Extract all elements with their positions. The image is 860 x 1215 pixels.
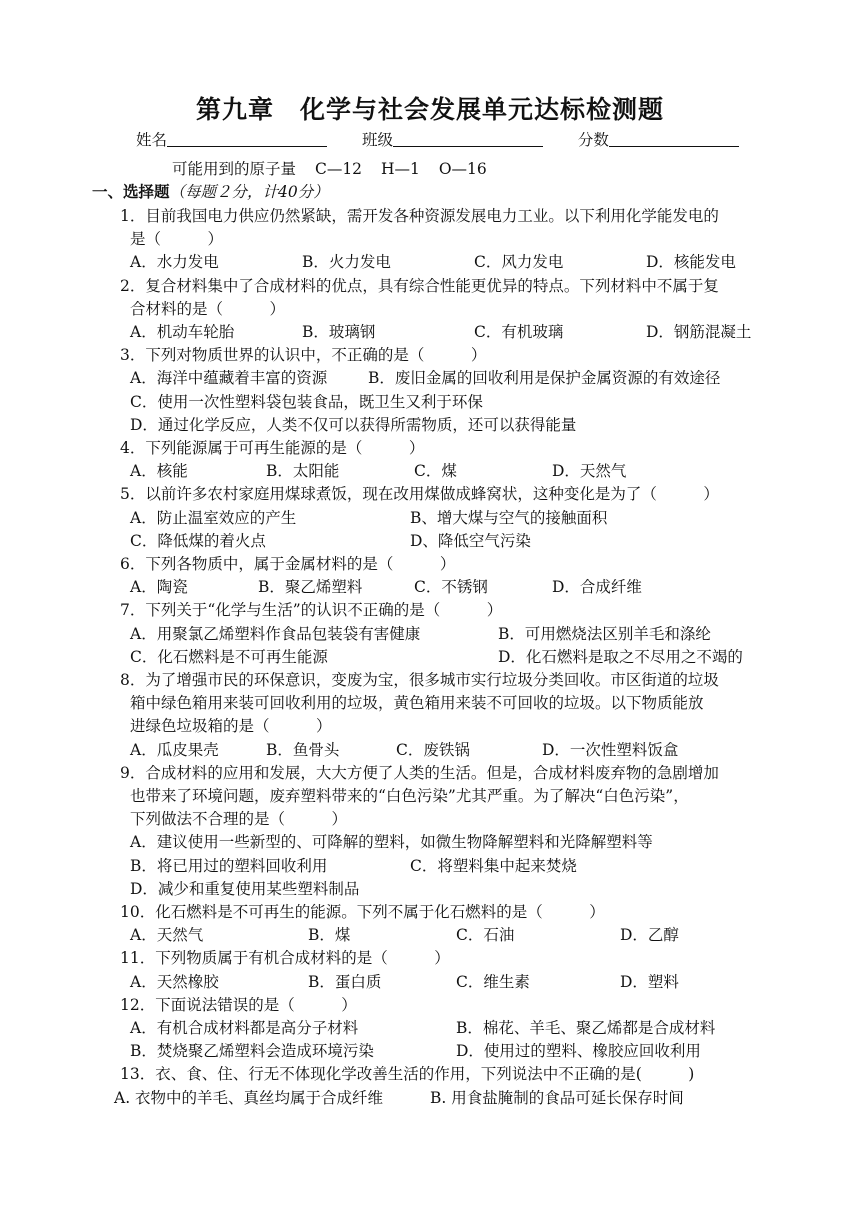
score-label: 分数 (577, 131, 609, 149)
answer-option: A．建议使用一些新型的、可降解的塑料，如微生物降解塑料和光降解塑料等 (130, 833, 653, 852)
class-blank (393, 130, 543, 147)
answer-option: A. 衣物中的羊毛、真丝均属于合成纤维 (114, 1088, 384, 1107)
answer-option: C．使用一次性塑料袋包装食品，既卫生又利于环保 (130, 392, 483, 411)
answer-option: B．聚乙烯塑料 (258, 578, 363, 597)
score-field (578, 128, 739, 150)
answer-option: B．废旧金属的回收利用是保护金属资源的有效途径 (368, 369, 721, 388)
answer-option: D、降低空气污染 (410, 531, 531, 550)
question-stem: 2．复合材料集中了合成材料的优点，具有综合性能更优异的特点。下列材料中不属于复 (120, 276, 719, 295)
answer-option: C．有机玻璃 (474, 323, 564, 341)
question-stem: 12．下面说法错误的是（ ） (120, 995, 357, 1014)
answer-option: C．不锈钢 (414, 578, 488, 597)
answer-option: A．陶瓷 (130, 578, 188, 597)
answer-option: D．使用过的塑料、橡胶应回收利用 (456, 1042, 701, 1061)
answer-option: D．合成纤维 (552, 578, 642, 597)
class-label: 班级 (361, 131, 393, 149)
answer-option: B．煤 (308, 926, 351, 945)
question-stem: 11．下列物质属于有机合成材料的是（ ） (120, 949, 450, 968)
question-stem-continued: 也带来了环境问题，废弃塑料带来的“白色污染”尤其严重。为了解决“白色污染”， (130, 787, 689, 805)
answer-option: A．机动车轮胎 (130, 323, 235, 341)
question-stem-continued: 下列做法不合理的是（ ） (130, 810, 348, 829)
answer-option: D．一次性塑料饭盒 (542, 740, 679, 759)
answer-option: A．用聚氯乙烯塑料作食品包装袋有害健康 (130, 624, 421, 643)
question-stem: 3．下列对物质世界的认识中，不正确的是（ ） (120, 346, 487, 365)
question-stem: 8．为了增强市民的环保意识，变废为宝，很多城市实行垃圾分类回收。市区街道的垃圾 (120, 671, 719, 689)
section-note: （每题２分，计40分） (169, 183, 329, 201)
answer-option: B. 用食盐腌制的食品可延长保存时间 (430, 1088, 684, 1107)
name-blank (167, 130, 327, 147)
atomic-mass-line (172, 157, 501, 179)
student-info-row (136, 128, 786, 150)
answer-option: C．煤 (414, 462, 457, 481)
question-stem-continued: 是（ ） (130, 230, 224, 249)
question-stem: 9．合成材料的应用和发展，大大方便了人类的生活。但是，合成材料废弃物的急剧增加 (120, 763, 719, 782)
answer-option: B．太阳能 (266, 462, 340, 481)
answer-option: A．防止温室效应的产生 (130, 508, 297, 527)
answer-option: D．塑料 (620, 972, 679, 991)
atomic-mass-value: H—1 (380, 160, 420, 178)
answer-option: C．降低煤的着火点 (130, 531, 266, 550)
answer-option: B．可用燃烧法区别羊毛和涤纶 (498, 624, 711, 643)
answer-option: B．鱼骨头 (266, 740, 340, 759)
class-field (362, 128, 543, 150)
score-blank (609, 130, 739, 147)
answer-option: C．将塑料集中起来焚烧 (410, 856, 577, 875)
answer-option: A．瓜皮果壳 (130, 740, 219, 759)
answer-option: A．天然气 (130, 926, 204, 945)
answer-option: D．化石燃料是取之不尽用之不竭的 (498, 647, 743, 666)
question-stem: 1．目前我国电力供应仍然紧缺，需开发各种资源发展电力工业。以下利用化学能发电的 (120, 207, 719, 225)
question-stem: 4．下列能源属于可再生能源的是（ ） (120, 439, 425, 457)
section-title: 一、选择题 (92, 183, 170, 201)
section-heading (92, 180, 329, 202)
answer-option: B．玻璃钢 (302, 323, 376, 341)
answer-option: D．天然气 (552, 462, 627, 481)
question-stem: 6．下列各物质中，属于金属材料的是（ ） (120, 555, 456, 573)
answer-option: B．棉花、羊毛、聚乙烯都是合成材料 (456, 1019, 716, 1037)
answer-option: B．将已用过的塑料回收利用 (130, 856, 328, 875)
answer-option: D．乙醇 (620, 926, 679, 945)
answer-option: D．钢筋混凝土 (646, 323, 752, 341)
answer-option: C．风力发电 (474, 253, 564, 272)
name-field (136, 128, 327, 150)
answer-option: A．有机合成材料都是高分子材料 (130, 1019, 359, 1037)
question-stem-continued: 进绿色垃圾箱的是（ ） (130, 717, 332, 736)
question-stem: 10．化石燃料是不可再生的能源。下列不属于化石燃料的是（ ） (120, 903, 605, 921)
question-stem-continued: 合材料的是（ ） (130, 299, 286, 318)
atomic-mass-value: O—16 (438, 160, 487, 178)
answer-option: D．通过化学反应，人类不仅可以获得所需物质，还可以获得能量 (130, 415, 577, 434)
question-stem-continued: 箱中绿色箱用来装可回收利用的垃圾，黄色箱用来装不可回收的垃圾。以下物质能放 (130, 694, 704, 713)
answer-option: C．废铁锅 (396, 740, 470, 759)
question-stem: 7．下列关于“化学与生活”的认识不正确的是（ ） (120, 601, 503, 620)
answer-option: D．减少和重复使用某些塑料制品 (130, 879, 360, 898)
answer-option: C．石油 (456, 926, 515, 945)
atomic-mass-label: 可能用到的原子量 (172, 160, 297, 178)
answer-option: B．焚烧聚乙烯塑料会造成环境污染 (130, 1042, 374, 1061)
answer-option: A．海洋中蕴藏着丰富的资源 (130, 369, 328, 388)
question-stem: 13．衣、食、住、行无不体现化学改善生活的作用，下列说法中不正确的是( ) (120, 1065, 695, 1084)
name-label: 姓名 (136, 131, 168, 149)
question-stem: 5．以前许多农村家庭用煤球煮饭，现在改用煤做成蜂窝状，这种变化是为了（ ） (120, 485, 719, 504)
answer-option: A．天然橡胶 (130, 972, 219, 991)
answer-option: A．水力发电 (130, 253, 219, 272)
answer-option: B．蛋白质 (308, 972, 382, 991)
answer-option: B、增大煤与空气的接触面积 (410, 508, 608, 527)
answer-option: C．化石燃料是不可再生能源 (130, 647, 328, 666)
answer-option: A．核能 (130, 462, 188, 481)
answer-option: B．火力发电 (302, 253, 391, 272)
answer-option: C．维生素 (456, 972, 530, 991)
page-title: 第九章 化学与社会发展单元达标检测题 (195, 95, 664, 124)
atomic-mass-value: C—12 (314, 160, 363, 178)
answer-option: D．核能发电 (646, 253, 736, 272)
